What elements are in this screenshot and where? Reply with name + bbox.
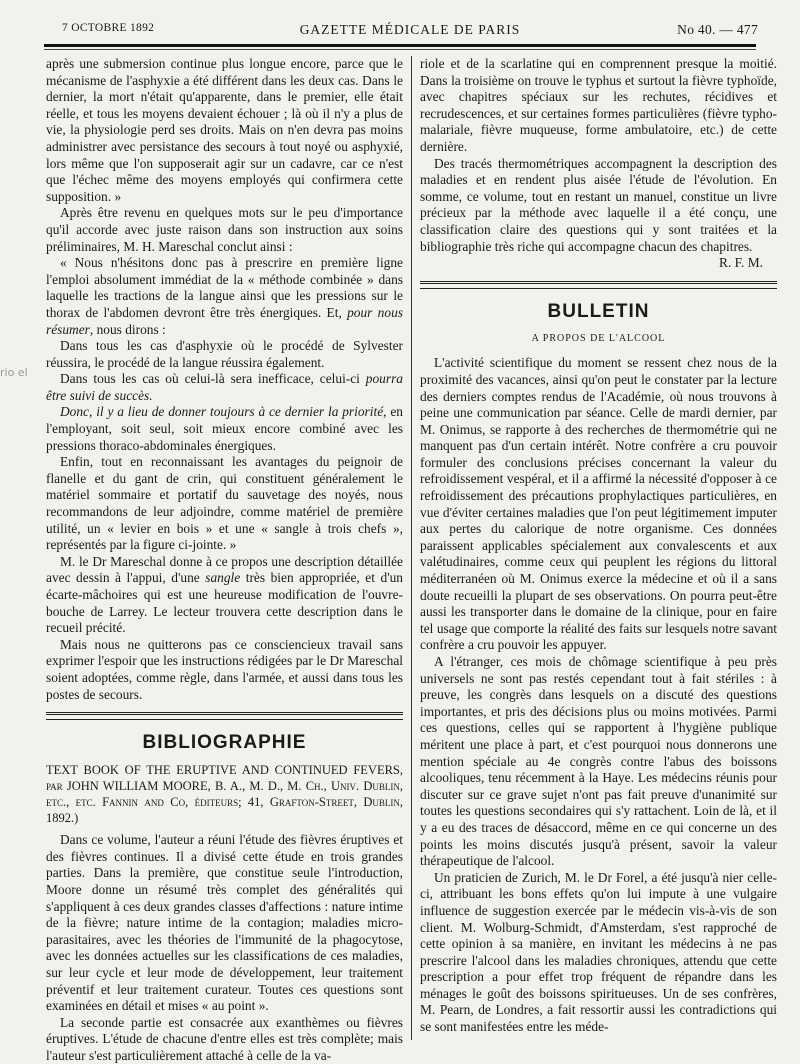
page-header: [62, 22, 758, 42]
section-title-bibliographie: BIBLIOGRAPHIE: [142, 732, 307, 754]
paragraph: Dans tous les cas d'asphyxie où le procédé de Sylvester réussira, le procédé de la langue réussira également.: [46, 338, 403, 370]
paragraph: A l'étranger, ces mois de chômage scientifique à peu près universels ne sont pas restés cependant tout à fait stériles : à preuve, les congrès dans lesquels on a discuté des questions importantes, et pris des décisions plus ou moins motivées. Parmi ces questions, celles qui se rapportent à l'hygiène publique méritent une place à part, et c'est pourquoi nous donnerons une mention spéciale au 4e congrès contre l'abus des boissons alcooliques, tenu récemment à la Haye. Les médecins réunis pour discuter sur ce grave sujet n'ont pas fait preuve d'unanimité sur toutes les questions secondaires qui s'y rattachent. Loin de là, et il y a eu des traces de désaccord, même en ce qui concerne un des points les moins discutés jusqu'à présent, savoir la valeur thérapeutique de l'alcool.: [420, 654, 777, 869]
paragraph: Un praticien de Zurich, M. le Dr Forel, a été jusqu'à nier celle-ci, attribuant les bons effets qu'on lui impute à une vulgaire influence de suggestion exercée par le médecin vis-à-vis de son client. M. Wolburg-Schmidt, d'Amsterdam, s'est rapproché de cette opinion à sa manière, en invitant les médecins à ne pas prescrire l'alcool dans les maladies chroniques, attendu que cette prescription a pour effet trop fréquent de répandre dans les ménages le goût des boissons spiritueuses. Un de ses confrères, M. Pearn, de Londres, a fait ressortir aussi les contradictions qui se sont manifestées entre les méde-: [420, 869, 777, 1035]
book-reference: TEXT BOOK OF THE ERUPTIVE AND CONTINUED FEVERS, par JOHN WILLIAM MOORE, B. A., M. D., M. Ch., Univ. Dublin, etc., etc. Fannin and Co, éditeurs; 41, Grafton-Street, Dublin, 1892.): [46, 763, 403, 826]
paragraph: Des tracés thermométriques accompagnent la description des maladies et en rendent plus aisée l'étude de l'évolution. En somme, ce volume, tout en restant un manuel, constitue un livre précieux par la méthode avec laquelle il a été conçu, une classification claire des questions qui y sont traitées et la bibliographie très riche qui accompagne chacun des chapitres.: [420, 155, 777, 254]
header-page-number: No 40. — 477: [677, 22, 758, 37]
header-title: GAZETTE MÉDICALE DE PARIS: [299, 22, 521, 37]
paragraph: L'activité scientifique du moment se ressent chez nous de la proximité des vacances, ainsi qu'on peut le constater par la lecture des derniers comptes rendus de l'Académie, où nous trouvons à peine une communication par séance. Celle de mardi dernier, par M. Onimus, se rapporte à des recherches de thermométrie qui ne manquent pas d'un certain intérêt. Notre confrère a cru pouvoir formuler des conclusions précises concernant la valeur du refroidissement vespéral, et il a affirmé la nécessité d'opposer à ce refroidissement des précautions prophylactiques particulières, en vue d'éviter certaines maladies que l'on peut légitimement imputer aux pertes du calorique de notre organisme. Ces données paraissent applicables spécialement aux convalescents et aux valétudinaires, comme ceux qui peuplent les régions du littoral méditerranéen où M. Onimus exerce la médecine et où il a sans doute recueilli la plupart de ses observations. On pourra peut-être aussi les transporter dans le domaine de la clinique, pour en faire tel usage que comporte la réalité des faits sur lesquels notre savant confrère a cru pouvoir les appuyer.: [420, 355, 777, 653]
paragraph: après une submersion continue plus longue encore, parce que le mécanisme de l'asphyxie a été différent dans les deux cas. Dans le dernier, la mort n'était qu'apparente, dans le premier, elle était réelle, et tous les moyens devaient échouer ; là où il n'y a plus de vie, la physiologie perd ses droits. Mais on n'en devra pas moins administrer avec persistance des secours à tout noyé ou asphyxié, lors même que l'on supposerait agir sur un cadavre, car ce n'est que l'échec même des moyens employés qui confirmera cette supposition. »: [46, 56, 403, 204]
right-column: [420, 56, 777, 1036]
paragraph: Dans ce volume, l'auteur a réuni l'étude des fièvres éruptives et des fièvres continues. Il a divisé cette étude en trois grandes parties. Dans la première, que constitue seule l'introduction, Moore donne un résumé très complet des généralités qui s'appliquent à ces deux grandes classes d'affections : nature intime de la fièvre; nature intime de la contagion; maladies micro-parasitaires, avec les théories de l'immunité de la phagocytose, avec les données actuelles sur les classifications de ces maladies, sur leur cycle et leur mode de développement, leur traitement préventif et leur traitement curateur. Toutes ces questions sont examinées en détail et mises « au point ».: [46, 832, 403, 1014]
section-title-bulletin: BULLETIN: [547, 300, 650, 322]
paragraph: Après être revenu en quelques mots sur le peu d'importance qu'il accorde avec juste raison dans son instruction aux soins préliminaires, M. H. Mareschal conclut ainsi :: [46, 205, 403, 254]
header-date: 7 OCTOBRE 1892: [62, 22, 155, 34]
section-divider: [420, 281, 777, 289]
section-divider: [46, 712, 403, 720]
paragraph: « Nous n'hésitons donc pas à prescrire en première ligne l'emploi absolument immédiat de la « méthode combinée » dans laquelle les tractions de la langue ainsi que les pressions sur le thorax de l'abdomen devront être très énergiques. Et, pour nous résumer, nous dirons :: [46, 255, 403, 337]
paragraph: Dans tous les cas où celui-là sera inefficace, celui-ci pourra être suivi de succès.: [46, 371, 403, 403]
left-column: [46, 56, 403, 1064]
column-divider: [411, 56, 412, 1040]
paragraph: Donc, il y a lieu de donner toujours à ce dernier la priorité, en l'employant, soit seul, soit mieux encore combiné avec les pressions thoraco-abdominales énergiques.: [46, 404, 403, 453]
paragraph: M. le Dr Mareschal donne à ce propos une description détaillée avec dessin à l'appui, d'une sangle très bien appropriée, et d'un écarte-mâchoires qui est une heureuse modification de l'ouvre-bouche de Larrey. Le lecteur trouvera cette description dans le recueil précité.: [46, 553, 403, 636]
paragraph: Enfin, tout en reconnaissant les avantages du peignoir de flanelle et du gant de crin, qui constituent généralement le matériel sommaire et portatif du sauvetage des noyés, nous recommandons de leur adjoindre, comme matériel de première utilité, un « levier en bois » et une « sangle à trois chefs », représentés par la figure ci-jointe. »: [46, 454, 403, 553]
bulletin-subtitle: A PROPOS DE L'ALCOOL: [531, 332, 666, 344]
margin-bleed-text: rio el: [0, 366, 28, 379]
header-rule-thin: [44, 49, 756, 50]
paragraph: La seconde partie est consacrée aux exanthèmes ou fièvres éruptives. L'étude de chacune d'entre elles est très complète; mais l'auteur s'est particulièrement attaché à celle de la va-: [46, 1014, 403, 1063]
paragraph: Mais nous ne quitterons pas ce consciencieux travail sans exprimer l'espoir que les instructions rédigées par le Dr Mareschal soient adoptées, comme règle, dans l'armée, et aussi dans tous les postes de secours.: [46, 636, 403, 702]
header-rule: [44, 44, 756, 47]
review-signature: R. F. M.: [719, 255, 763, 271]
paragraph: riole et de la scarlatine qui en comprennent presque la moitié. Dans la troisième on trouve le typhus et surtout la fièvre typhoïde, avec chapitres spéciaux sur les rechutes, récidives et recrudescences, et sur certaines formes particulières (fièvre typho-malariale, fièvre muqueuse, forme ambulatoire, etc.) de cette dernière.: [420, 56, 777, 154]
